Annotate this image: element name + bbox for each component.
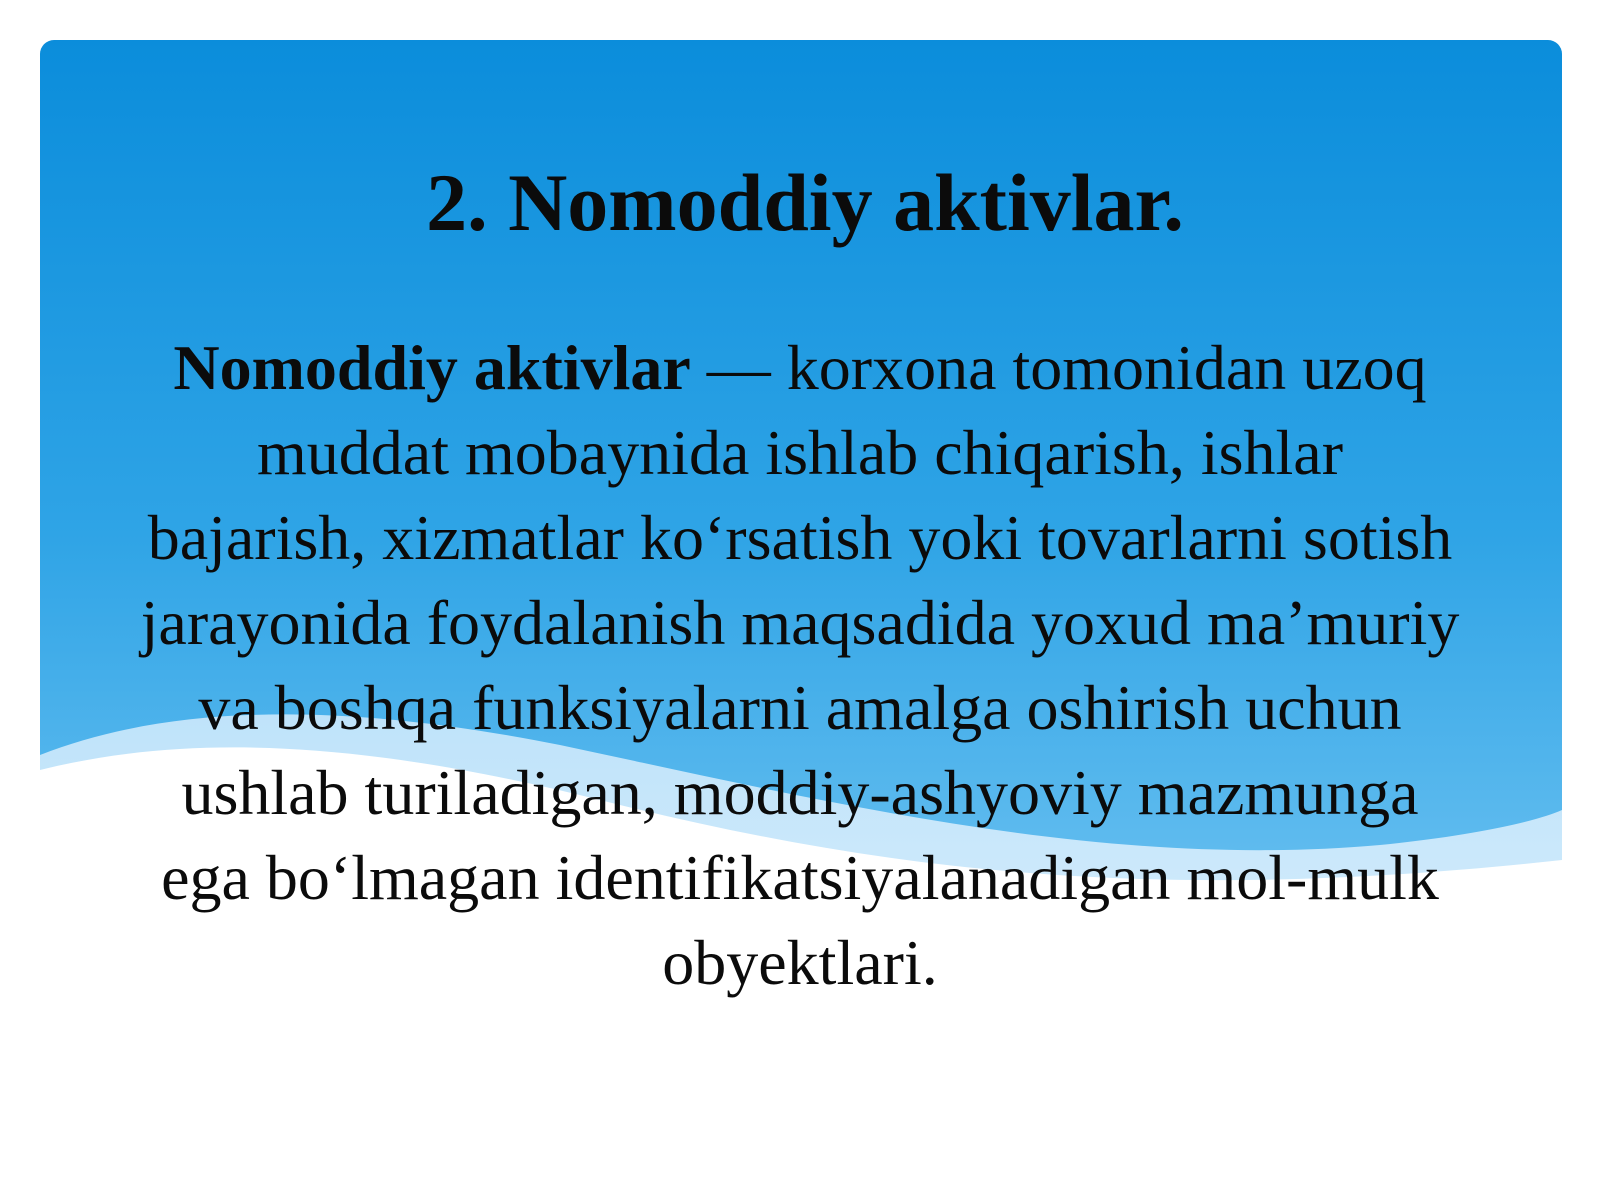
slide-title: 2. Nomoddiy aktivlar. [426,157,1184,248]
definition-paragraph [140,325,1460,1005]
definition-term: Nomoddiy aktivlar [173,332,691,403]
definition-text: — korxona tomonidan uzoq muddat mobaynida ishlab chiqarish, ishlar bajarish, xizmatlar koʻrsatish yoki tovarlarni sotish jarayonida foydalanish maqsadida yoxud maʼmuriy va boshqa funksiyalarni amalga oshirish uchun ushlab turiladigan, moddiy-ashyoviy mazmunga ega boʻlmagan identifikatsiyalanadigan mol-mulk obyektlari. [140,332,1460,998]
